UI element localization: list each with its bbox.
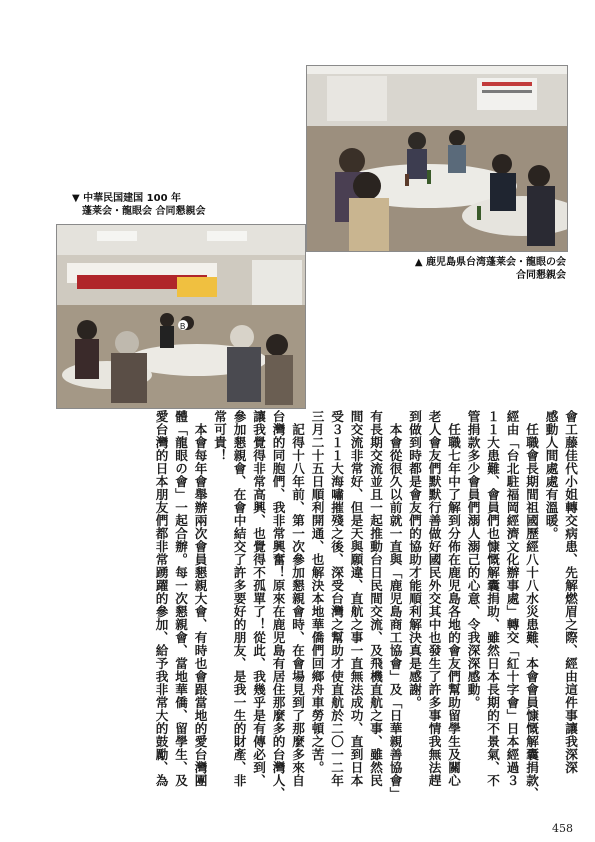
text-column: 任職會長期間祖國歷經八十八水災患難、本會會員慷慨解囊捐款、 xyxy=(524,410,539,800)
text-column: 本會從很久以前就一直與「鹿児島商工協會」及「日華親善協會」 xyxy=(387,410,403,800)
text-column: 經由「台北駐福岡經濟文化辦事處」轉交「紅十字會」日本經過３ xyxy=(504,410,520,787)
text-column: 有長期交流並且一起推動台日民間交流、及飛機直航之事、雖然民 xyxy=(368,410,383,787)
text-column: １１大患難、會員們也慷慨解囊捐助、雖然日本長期的不景氣、不 xyxy=(485,410,500,787)
photo-kagoshima-gathering-image xyxy=(307,66,567,251)
photo-roc-100th-gathering-image xyxy=(57,225,305,408)
photo-roc-100th-gathering xyxy=(56,224,306,409)
text-column: 管捐款多少會員們溺人溺己的心意、令我深深感動。 xyxy=(465,410,481,709)
text-column: 本會每年會舉辦兩次會員懇親大會、有時也會跟當地的愛台灣團 xyxy=(192,410,208,787)
text-column: 老人會友們默默行善做好國民外交其中也發生了許多事情我無法趕 xyxy=(426,410,442,787)
svg-text:B: B xyxy=(180,322,186,331)
text-column: 到做到時都是會友們的協助才能順利解決真是感謝。 xyxy=(407,410,422,709)
caption-line: 蓬莱会・龍眼会 合同懇親会 xyxy=(72,206,206,217)
caption-line: ▲ 鹿児島県台湾蓬莱会・龍眼の会 xyxy=(414,257,566,268)
text-column: 記得十八年前、第一次參加懇親會時、在會場見到了那麼多來自 xyxy=(290,410,305,787)
text-column: 參加懇親會、在會中結交了許多要好的朋友、是我一生的財產、非 xyxy=(231,410,247,787)
caption-kagoshima xyxy=(380,256,566,282)
text-column: 體「龍眼の會」一起合辦。每一次懇親會、當地華僑、留學生、及 xyxy=(173,410,188,787)
text-column: 愛台灣的日本朋友們都非常踴躍的參加、給予我非常大的鼓勵、為 xyxy=(153,410,169,787)
text-column: 受３１１大海嘯摧殘之後、深受台灣之幫助才使直航於二〇一二年 xyxy=(329,410,344,787)
text-column: 常可貴！ xyxy=(212,410,227,462)
body-text xyxy=(60,410,580,800)
photo-kagoshima-gathering xyxy=(306,65,568,252)
text-column: 任職七年中了解到分佈在鹿児島各地的會友們幫助留學生及關心 xyxy=(446,410,461,787)
text-column: 會工藤佳代小姐轉交病患、先解燃眉之際、經由這件事讓我深深 xyxy=(563,410,578,774)
text-column: 感動人間處處有溫暖。 xyxy=(543,410,559,540)
caption-line: 合同懇親会 xyxy=(516,270,566,281)
caption-roc-100th xyxy=(72,192,205,218)
text-column: 間交流非常好、但是天與願違、直航之事一直無法成功、直到日本 xyxy=(348,410,364,787)
text-column: 讓我覺得非常高興、也覺得不孤單了！從此、我幾乎是有傳必到、 xyxy=(251,410,266,787)
text-column: 台灣的同胞們、我非常興奮！原來在鹿児島有居住那麼多的台灣人、 xyxy=(270,410,286,800)
text-column: 三月二十五日順利開通、也解決本地華僑們回鄉舟車勞頓之苦。 xyxy=(309,410,325,774)
page-number: 458 xyxy=(552,822,573,835)
caption-line: ▼ 中華民国建国 100 年 xyxy=(72,193,182,204)
